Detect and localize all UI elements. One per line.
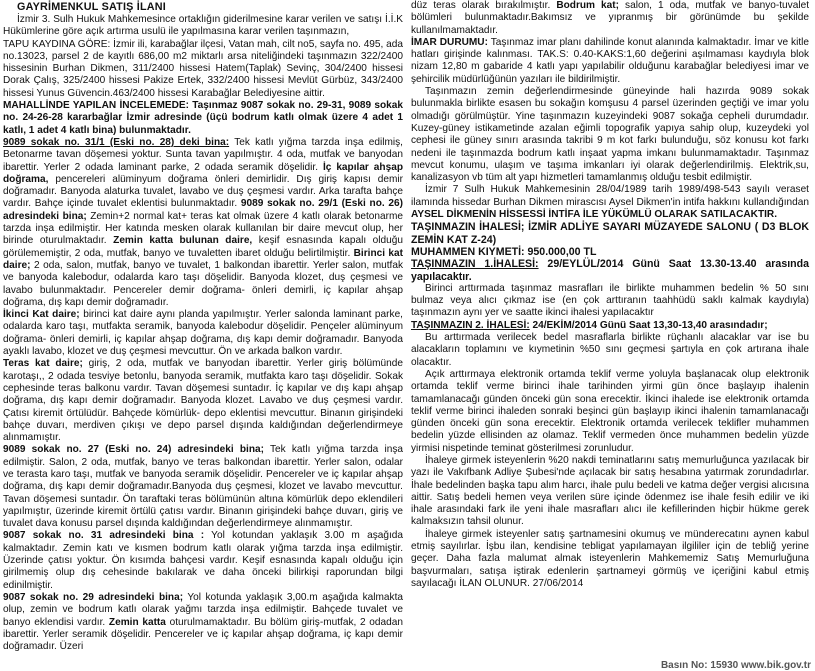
intro-paragraph: İzmir 3. Sulh Hukuk Mahkemesince ortaklığın giderilmesine karar verilen ve satışı İ.İ.K Hükümlerine göre açık artırma usulü ile yapılmasına karar verilen taşınmazın, bbox=[3, 14, 403, 38]
terrace-paragraph: Teras kat daire; giriş, 2 oda, mutfak ve banyodan ibarettir. Yerler giriş bölümünde karotaşı,, 2 odada tesviye betonlu, banyoda seramik, mutfakta karo taşı döşelidir. Sokak cephesinde teras balkonu vardır. Tavan döşemesi suntadır. İç kapılar ve dış kapı ahşap doğrama, dış kapı demir doğramadır. Banyoda klozet. Lavabo ve duş çeşmesi vardır. Çatısı kiremit örtülüdür. Bahçede kömürlük- depo eklentisi mevcuttur. Binanın girişindeki bahçe duvarı, merdiven çıkışı ve depo parsel dışında kaldığından değerlendirmeye alınmamıştır. bbox=[3, 358, 403, 444]
first-auction-terms: Birinci arttırmada taşınmaz masrafları ile birlikte muhammen bedelin % 50 sını bulmaz veya alıcı çıkmaz ise (en çok arttıranın taahhüdü saklı kalmak kaydıyla) taşınmazın aynı yer ve saatte ikinci ihalesi yapılacaktır bbox=[411, 282, 809, 319]
second-floor-paragraph: İkinci Kat daire; birinci kat daire aynı planda yapılmıştır. Yerler salonda laminant parke, odalarda karo taşı, mutfakta seramik, banyoda kalebodur döşelidir. Pençeler alüminyum doğrama- önleri demirli, iç kapılar ahşap doğrama, dış kapı demir doğramadır. Banyoda ayaklı lavabo, klozet ve duş çeşmesi mevcuttur. Ön ve arkada balkon vardır. bbox=[3, 309, 403, 358]
specification-paragraph: İhaleye girmek isteyenler satış şartnamesini okumuş ve münderecatını aynen kabul etmiş sayılırlar. İşbu ilan, kendisine tebligat yapılamayan ilgililer için de tebliğ yerine geçer. Daha fazla malumat almak isteyenlerin Mahkememiz Satış Memurluğuna başvurmaları, satışa iştirak edenlerin şartnameyi görmüş ve içeriğini kabul etmiş sayılacağı İLAN OLUNUR. 27/06/2014 bbox=[411, 528, 809, 589]
press-footer: Basın No: 15930 www.bik.gov.tr bbox=[660, 660, 811, 671]
basement-paragraph: düz teras olarak bırakılmıştır. Bodrum kat; salon, 1 oda, mutfak ve banyo-tuvalet bölümleri bulunmaktadır.Bakımsız ve yıpranmış bir görünümde bu şekilde kullanılmamaktadır. bbox=[411, 0, 809, 36]
right-column bbox=[411, 0, 809, 590]
building-9089-31: 9089 sokak no. 31/1 (Eski no. 28) deki bina: Tek katlı yığma tarzda inşa edilmiş, Betonarme tavan döşemesi yoktur. Sunta tavan yapılmıştır. 4 oda, mutfak ve banyodan ibarettir. Yerler 2 odada laminant parke, 2 odada seramik döşelidir. İç kapılar ahşap doğrama, pencereleri alüminyum doğrama önleri demirlidir. Dış giriş kapısı demir doğramadır. Banyoda alaturka tuvalet, lavabo ve duş çeşmesi vardır. Arka tarafta bahçe vardır. Bahçe içinde tuvalet eklentisi bulunmaktadır. 9089 sokak no. 29/1 (Eski no. 26) adresindeki bina; Zemin+2 normal kat+ teras kat olmak üzere 4 katlı olarak betonarme tarzda inşa edilmiştir. Her katında mesken olarak kullanılan bir daire mevcut olup, her birinde oturulmaktadır. Zemin katta bulunan daire, keşif esnasında kapalı olduğu görülememiştir, 2 oda, mutfak, banyo ve tuvaletten ibaret olduğu belirtilmiştir. Birinci kat daire; 2 oda, salon, mutfak, banyo ve tuvalet, 1 balkondan ibarettir. Yerler salon, mutfak ve banyoda kalebodur, odalarda karo taşı döşelidir. Banyoda klozet, duş çeşmesi ve lavabo bulunmaktadır. Pencereler demir doğrama- önleri demirli, iç kapılar ahşap doğrama, dış kapı demir doğramadır. bbox=[3, 136, 403, 308]
building-9087-31: 9087 sokak no. 31 adresindeki bina : Yol kotundan yaklaşık 3.00 m aşağıda kalmaktadır. Zemin katı ve kısmen bodrum katlı olarak yığma tarzda inşa edilmiştir. Üzerinde çatısı yoktur. Ön kısımda bahçesi vardır. Keşif esnasında kapalı olduğu için girilmemiş olup dış cehesinde bakılarak ve daha önceki bilirkişi raporundan bilgi edinilmiştir. bbox=[3, 530, 403, 591]
second-auction-terms: Bu arttırmada verilecek bedel masraflarla birlikte rüçhanlı alacaklar var ise bu alacakların toplamını ve kıymetinin %50 sını geçmesi şartıyla en çok artırana ihale olacaktır. bbox=[411, 332, 809, 368]
tapu-paragraph: TAPU KAYDINA GÖRE: İzmir ili, karabağlar ilçesi, Vatan mah, cilt no5, sayfa no. 495, ada no.13023, parsel 2 de kayıtlı 686,00 m2 miktarlı arsa niteliğindeki taşınmazın 322/2400 hissesinin Burhan Dikmen, 311/2400 hissesi Hatem(Taplak) Sevinç, 304/2400 hissesi Dorak Çalış, 325/2400 hissesi Pakize Ertek, 332/2400 hissesi Mevlüt Gürbüz, 343/2400 hissesi Yunus Güvencin.463/2400 hissesi Karabağlar Belediyesine aittir. bbox=[3, 38, 403, 99]
auction-venue: TAŞINMAZIN İHALESİ; İZMİR ADLİYE SAYARI MÜZAYEDE SALONU ( D3 BLOK ZEMİN KAT Z-24) bbox=[411, 221, 809, 246]
electronic-bidding: Açık arttırmaya elektronik ortamda teklif verme yoluyla başlanacak olup elektronik ortamda teklif verme birinci ihale tarihinden yirmi gün önce başlayıp ihalenin tamamlanacağı günden önceki gün sona erecektir. İkinci ihalede ise elektronik ortamda teklif verme birinci ihaleden sonraki beşinci gün başlayıp ikinci ihalenin tamamlanacağı günden önceki gün sona erecektir. Elektronik ortamda verilecek teklifler muhammen bedelin yüzde ellisinden az olamaz. Teklif vermeden önce muhammen bedelin yüzde yirmisi nispetinde teminat gösterilmesi zorunludur. bbox=[411, 368, 809, 454]
second-auction: TAŞINMAZIN 2. İHALESİ: 24/EKİM/2014 Günü Saat 13,30-13,40 arasındadır; bbox=[411, 319, 768, 331]
deposit-paragraph: İhaleye girmek isteyenlerin %20 nakdi teminatlarını satış memurluğunca yazılacak bir yazı ile Vakıfbank Adliye Şubesi'nde açılacak bir satış hesabına yatırmak zorundadırlar. İhale bedelinden başka tapu alım harcı, ihale pulu bedeli ve katma değer vergisi alıcısına aittir. Satış bedeli hemen veya verilen süre içinde ödenmez ise ihale fesih edilir ve iki ihale arasındaki fark ile yeni ihale masrafları alıcı ile kefillerinden hiçbir hükme gerek kalmaksızın tahsil olunur. bbox=[411, 454, 809, 528]
estimated-value: MUHAMMEN KIYMETİ: 950.000,00 TL bbox=[411, 245, 597, 258]
mahal-paragraph: MAHALLİNDE YAPILAN İNCELEMEDE: Taşınmaz 9087 sokak no. 29-31, 9089 sokak no. 24-26-28 kararbağlar İzmir adresinde (üçü bodrum katlı olmak üzere 4 adet 1 katlı, 1 adet 4 katlı bina) bulunmaktadır. bbox=[3, 100, 403, 136]
valuation-paragraph: Taşınmazın zemin değerlendirmesinde güneyinde hali hazırda 9089 sokak bulunmakla birlikte esasen bu sokağın komşusu 4 parsel üzerinden geçtiği ve imar yolu olmadığı görülmüştür. Yine taşınmazın kuzeyindeki 9087 sokağa cepheli durumdadır. Kuzey-güney istikametinde azalan eğimli topografik yapıya sahip olup, kuzeydeki yol cephesi ile güney sınırı arasında takribi 9 m kot farkı bulunduğu, söz konusu kot farkı nedeni ile taşınmazda bodrum katlı inşaat yapma imkanı bulunmamaktadır. Taşınmaz mevcut konumu, ulaşım ve taşıma imkanları iyi olarak değerlendirilmiş. Elektrik,su, kanalizasyon vb tüm alt yapı hizmetleri tamamlanmış olduğu tesbit edilmiştir. bbox=[411, 86, 809, 184]
building-9087-29: 9087 sokak no. 29 adresindeki bina; Yol kotunda yaklaşık 3,00.m aşağıda kalmakta olup, zemin ve bodrum katlı olarak yağmı tarzda inşa edilmiştir. Bahçede tuvalet ve banyo eklendisi vardır. Zemin katta oturulmamaktadır. Bu bölüm giriş-mutfak, 2 odadan ibarettir. Yerler seramik döşelidir. Pencereler ve iç kapılar ahşap doğrama, iç kapı demir doğramadır. Üzeri bbox=[3, 591, 403, 653]
court-paragraph: İzmir 7 Sulh Hukuk Mahkemesinin 28/04/1989 tarih 1989/498-543 sayılı veraset ilamında hissedar Burhan Dikmen mirascısı Aysel Dikmen'in intifa hakkını kullandığından AYSEL DİKMENİN HİSSESSİ İNTİFA İLE YÜKÜMLÜ OLARAK SATILACAKTIR. bbox=[411, 184, 809, 221]
zoning-paragraph: İMAR DURUMU: Taşınmaz imar planı dahilinde konut alanında kalmaktadır. İmar ve kitle hatları girişinde kalınması. TAK.S: 0.40-KAKS:1,60 değerini aşılmaması kaydıyla blok nizam 12,80 m gabaride 4 katlı yapı yapılabilir olduğunu karabağlar belediyesi imar ve şehircilik müdürlüğünün yazıları ile bildirilmiştir. bbox=[411, 36, 810, 85]
page-title: GAYRİMENKUL SATIŞ İLANI bbox=[17, 1, 166, 13]
building-9089-27: 9089 sokak no. 27 (Eski no. 24) adresindeki bina; Tek katlı yığma tarzda inşa edilmiştir. Salon, 2 oda, mutfak, banyo ve teras balkondan ibarettir. Yerler salon, odalar ve terasta karo taşı, mutfak ve banyoda seramik döşelidir. Pencereler ve iç kapılar ahşap doğrama, dış kapı demir doğramadır.Banyoda duş çeşmesi, klozet ve lavabo mevcuttur. Tavan döşemesi suntadır. Ön taraftaki teras bölümünün altına kömürlük depo eklendileri yapılmıştır, üzerinde kiremit örtülü çatısı vardır. Binanın girişindeki bahçe duvarı, giriş ve tuvalet dava konusu parsel dışında kaldığından değerlendirmeye alınmamıştır. bbox=[3, 444, 403, 530]
first-auction: TAŞINMAZIN 1.İHALESİ: 29/EYLÜL/2014 Günü Saat 13.30-13.40 arasında yapılacaktır. bbox=[411, 258, 809, 283]
left-column bbox=[3, 0, 403, 653]
